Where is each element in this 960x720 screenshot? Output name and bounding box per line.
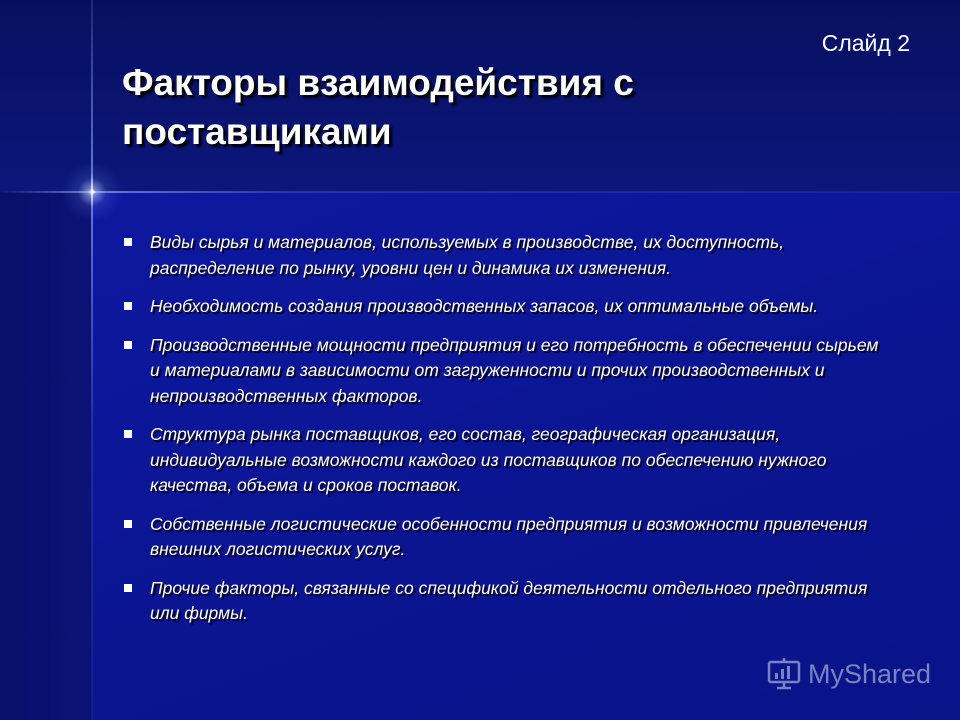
watermark-text: MyShared [808,658,932,689]
list-item [120,230,890,281]
horizontal-divider-line [0,191,960,193]
list-item [120,512,890,563]
bullet-text: Прочие факторы, связанные со спецификой деятельности отдельного предприятия или фирмы. [150,577,868,623]
list-item [120,422,890,499]
presentation-board-icon [766,656,802,692]
bullet-square-icon [124,520,132,528]
list-item [120,294,890,320]
bullet-square-icon [124,341,132,349]
left-band-background [0,192,92,720]
bullet-square-icon [124,430,132,438]
bullet-square-icon [124,584,132,592]
bullet-text: Виды сырья и материалов, используемых в производстве, их доступность, распределение по рынку, уровни цен и динамика их изменения. [150,232,785,278]
slide-title-line-2: поставщиками [122,111,392,152]
bullet-text: Структура рынка поставщиков, его состав, географическая организация, индивидуальные возможности каждого из поставщиков по обеспечению нужного качества, объема и сроков поставок. [150,424,827,495]
bullet-square-icon [124,302,132,310]
slide-title [122,58,822,156]
list-item [120,576,890,627]
bullet-text: Необходимость создания производственных запасов, их оптимальные объемы. [150,296,819,316]
list-item [120,333,890,410]
bullet-square-icon [124,238,132,246]
slide-title-line-1: Факторы взаимодействия с [122,62,634,103]
bullet-list [120,230,890,640]
vertical-divider-line [91,0,93,720]
slide-number: Слайд 2 [821,30,910,56]
bullet-text: Собственные логистические особенности предприятия и возможности привлечения внешних логистических услуг. [150,513,868,559]
bullet-text: Производственные мощности предприятия и его потребность в обеспечении сырьем и материалами в зависимости от загруженности и прочих производственных и непроизводственных факторов. [150,334,879,406]
myshared-watermark [766,654,931,694]
sparkle-icon [62,162,122,222]
